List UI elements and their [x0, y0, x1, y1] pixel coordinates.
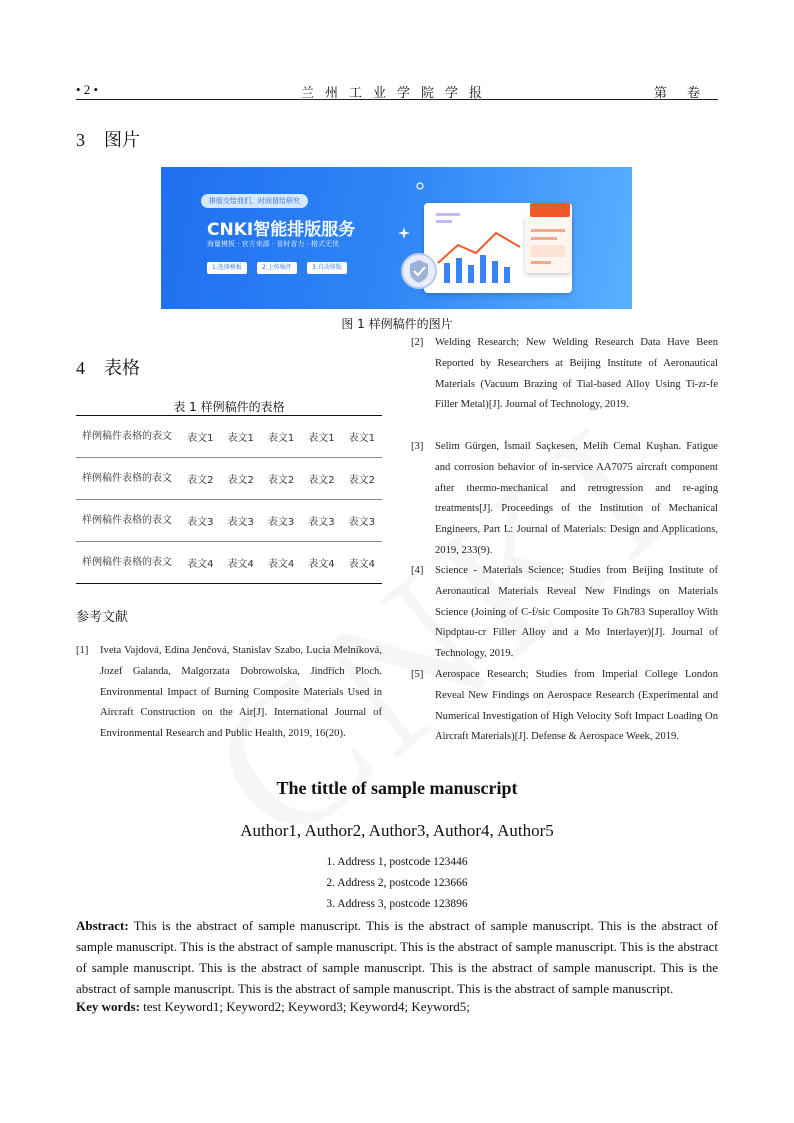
journal-name: 兰州工业学院学报 — [300, 86, 493, 101]
running-header — [76, 82, 718, 100]
table-cell: 表文2 — [348, 475, 375, 486]
table-cell: 表文1 — [348, 433, 375, 444]
reference-item: [2] Welding Research; New Welding Research Data Have Been Reported by Researchers at Beijing Institute of Aeronautical Materials (Vacuum Brazing of Tial-based Alloy Using Ti-zr-fe Filler Metal)[J]. Journal of Technology, 2019. — [411, 337, 718, 411]
table-row — [76, 458, 382, 500]
banner-step-3: 3.自动排版 — [307, 262, 347, 274]
table-cell: 表文3 — [348, 517, 375, 528]
volume-label: 第 卷 — [653, 86, 708, 101]
abstract-label: Abstract: — [76, 918, 129, 933]
table-cell: 表文4 — [187, 559, 214, 570]
keywords-label: Key words: — [76, 999, 140, 1014]
table-row — [76, 500, 382, 542]
document-illustration-icon — [525, 215, 571, 273]
table-cell: 表文1 — [227, 433, 254, 444]
table-cell: 表文3 — [308, 517, 335, 528]
table-row — [76, 416, 382, 458]
table-cell: 表文2 — [187, 475, 214, 486]
table-cell: 表文2 — [227, 475, 254, 486]
english-title: The tittle of sample manuscript — [276, 778, 518, 798]
banner-title: CNKI智能排版服务 — [207, 220, 356, 240]
table-cell: 表文4 — [308, 559, 335, 570]
banner-slogan: 排版交给我们，时间留给研究 — [201, 194, 308, 208]
address-line: 3. Address 3, postcode 123896 — [326, 898, 468, 910]
header-rule — [76, 99, 718, 100]
table-cell: 表文2 — [308, 475, 335, 486]
section-heading-tables: 4 表格 — [76, 358, 140, 379]
table-row — [76, 542, 382, 584]
table-row-label: 样例稿件表格的表文 — [82, 473, 172, 484]
table-caption: 表 1 样例稿件的表格 — [173, 400, 285, 414]
section-heading-figures: 3 图片 — [76, 130, 140, 151]
table-cell: 表文1 — [308, 433, 335, 444]
sparkle-icon — [398, 227, 410, 239]
reference-item: [5] Aerospace Research; Studies from Imperial College London Reveal New Findings on Aerospace Research (Experimental and Numerical Investigation of High Velocity Soft Impact Loading On Aircraft Materials)[J]. Defense & Aerospace Week, 2019. — [411, 669, 718, 743]
tag-illustration — [530, 203, 570, 217]
abstract — [76, 915, 718, 999]
table-cell: 表文4 — [227, 559, 254, 570]
table-cell: 表文4 — [348, 559, 375, 570]
table-cell: 表文3 — [227, 517, 254, 528]
table-cell: 表文3 — [267, 517, 295, 528]
table-cell: 表文1 — [187, 433, 214, 444]
figure-caption: 图 1 样例稿件的图片 — [341, 317, 453, 331]
keywords — [76, 999, 718, 1015]
table-cell: 表文1 — [267, 433, 295, 444]
banner-subtitle: 海量模板 · 官方来源 · 省时省力 · 格式无忧 — [207, 240, 340, 248]
table-cell: 表文4 — [267, 559, 295, 570]
reference-item: [1] Iveta Vajdová, Edina Jenčová, Stanislav Szabo, Lucia Melníková, Jozef Galanda, Malgorzata Dobrowolska, Jindřich Ploch. Environmental Impact of Burning Composite Materials Used in Aircraft Construction on the Air[J]. International Journal of Environmental Research and Public Health, 2019, 16(20). — [76, 645, 382, 740]
reference-item: [3] Selim Gürgen, İsmail Saçkesen, Melih Cemal Kuşhan. Fatigue and corrosion behavior of in-service AA7075 aircraft component after thermo-mechanical and retrogression and re-aging treatments[J]. Proceedings of the Institution of Mechanical Engineers, Part L: Journal of Materials: Design and Applications, 2019, 233(9). — [411, 441, 718, 556]
address-line: 1. Address 1, postcode 123446 — [326, 856, 468, 868]
author-list: Author1, Author2, Author3, Author4, Author5 — [240, 821, 554, 840]
banner-step-1: 1.选择模板 — [207, 262, 247, 274]
table-cell: 表文2 — [267, 475, 295, 486]
sample-table — [76, 415, 382, 584]
circle-decoration-icon — [415, 181, 425, 191]
keywords-text: test Keyword1; Keyword2; Keyword3; Keyword4; Keyword5; — [139, 999, 470, 1014]
shield-icon — [399, 251, 439, 291]
address-line: 2. Address 2, postcode 123666 — [326, 877, 468, 889]
table-row-label: 样例稿件表格的表文 — [82, 557, 172, 568]
abstract-text: This is the abstract of sample manuscript. This is the abstract of sample manuscript. This is the abstract of sample manuscript. This is the abstract of sample manuscript. This is the abstract of sample manuscript. This is the abstract of sample manuscript. This is the abstract of sample manuscript. This is the abstract of sample manuscript. This is the abstract of sample manuscript. This is the abstract of sample manuscript. This is the abstract of sample manuscript. — [76, 918, 718, 996]
table-row-label: 样例稿件表格的表文 — [82, 515, 172, 526]
page-number: • 2 • — [76, 82, 99, 97]
table-cell: 表文3 — [187, 517, 214, 528]
reference-item: [4] Science - Materials Science; Studies from Beijing Institute of Aeronautical Materials Reveal New Findings on Materials Science (Joining of C-f/sic Composite To Gh783 Superalloy With Nipdptau-cr Filler Alloy and a Mo Interlayer)[J]. Journal of Technology, 2019. — [411, 565, 718, 660]
references-heading: 参考文献 — [76, 610, 129, 625]
banner-step-2: 2.上传稿件 — [257, 262, 297, 274]
figure-image — [161, 167, 632, 309]
document-card-illustration — [525, 215, 571, 273]
table-row-label: 样例稿件表格的表文 — [82, 431, 172, 442]
